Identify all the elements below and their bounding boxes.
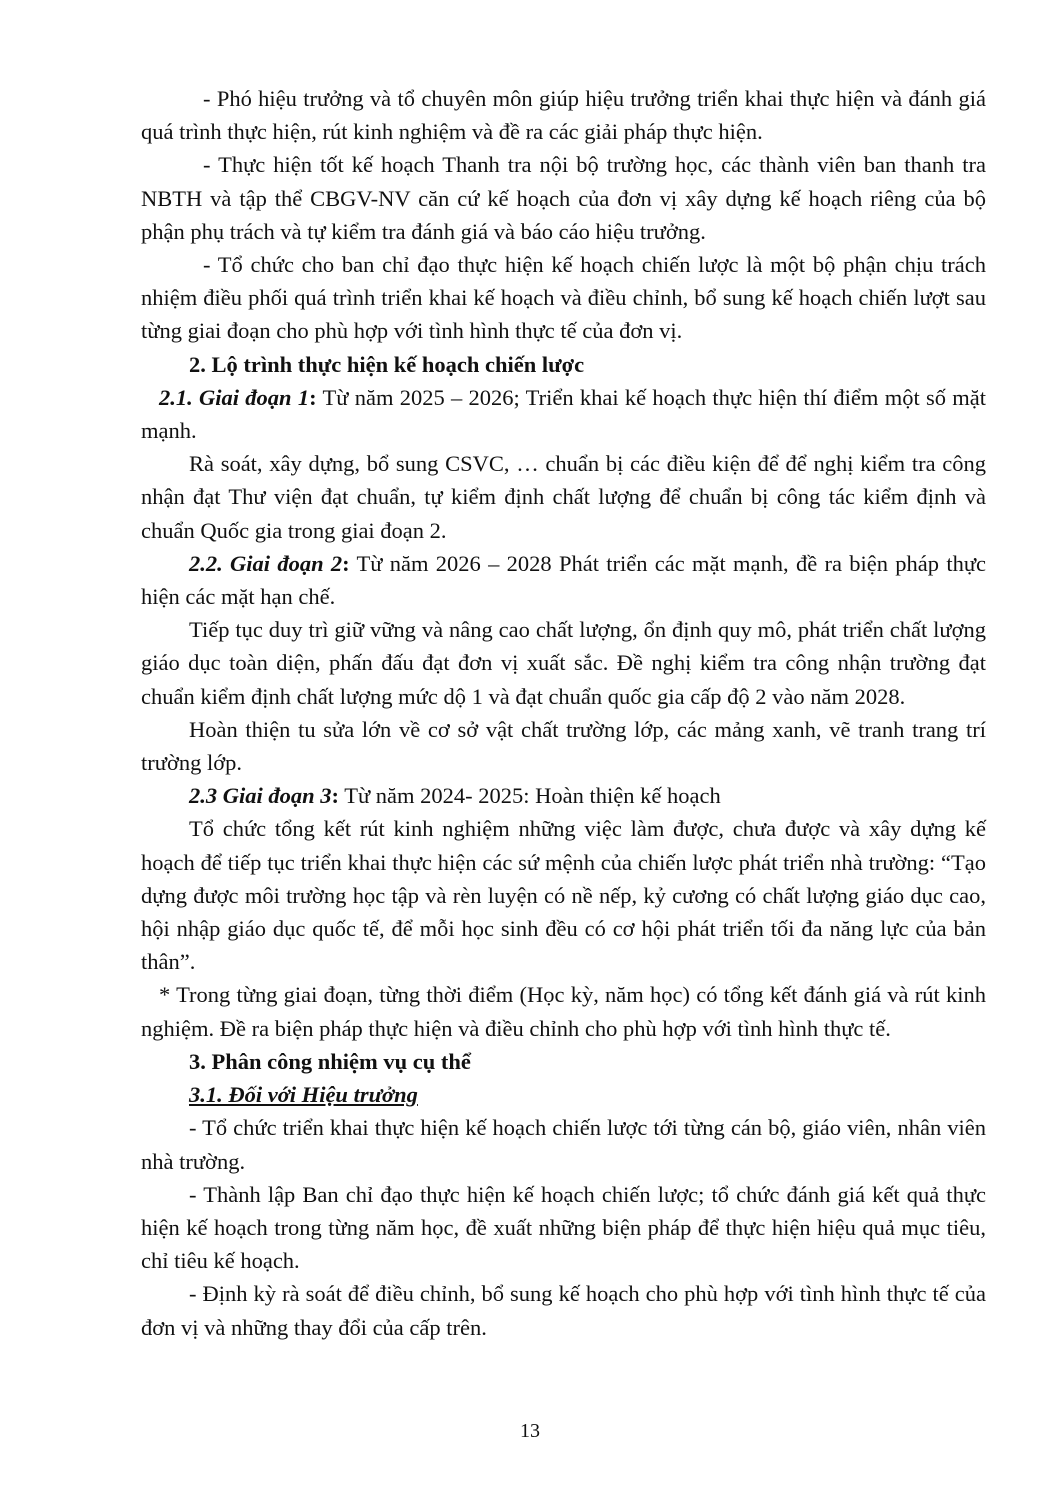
- paragraph-vice-principal-duty: - Phó hiệu trưởng và tổ chuyên môn giúp hiệu trưởng triển khai thực hiện và đánh giá quá trình thực hiện, rút kinh nghiệm và đề ra các giải pháp thực hiện.: [141, 86, 986, 145]
- stage-1-label: 2.1. Giai đoạn 1: [159, 384, 310, 410]
- heading-task-assignment: 3. Phân công nhiệm vụ cụ thể: [189, 1048, 471, 1074]
- stage-2-text: Từ năm 2026 – 2028 Phát triển các mặt mạnh, đề ra biện pháp thực hiện các mặt hạn chế.: [141, 550, 987, 610]
- stage-1-colon: :: [309, 384, 317, 410]
- paragraph-stage-2: [141, 547, 986, 613]
- paragraph-stage-3: [141, 779, 986, 812]
- heading-roadmap: 2. Lộ trình thực hiện kế hoạch chiến lược: [189, 351, 585, 377]
- paragraph-principal-deploy: - Tổ chức triển khai thực hiện kế hoạch chiến lược tới từng cán bộ, giáo viên, nhân viên nhà trường.: [141, 1115, 986, 1174]
- paragraph-stage-3-detail: Tổ chức tổng kết rút kinh nghiệm những việc làm được, chưa được và xây dựng kế hoạch để tiếp tục triển khai thực hiện các sứ mệnh của chiến lược phát triển nhà trường: “Tạo dựng được môi trường học tập và rèn luyện có nề nếp, kỷ cương có chất lượng giáo dục cao, hội nhập giáo dục quốc tế, để mỗi học sinh đều có cơ hội phát triển tối đa năng lực của bản thân”.: [141, 816, 986, 975]
- heading-principal-duties: 3.1. Đối với Hiệu trưởng: [189, 1082, 418, 1108]
- paragraph-internal-inspection: - Thực hiện tốt kế hoạch Thanh tra nội bộ trường học, các thành viên ban thanh tra NBTH và tập thể CBGV-NV căn cứ kế hoạch của đơn vị xây dựng kế hoạch riêng của bộ phận phụ trách và tự kiểm tra đánh giá và báo cáo hiệu trưởng.: [141, 152, 986, 244]
- paragraph-stage-1: [141, 381, 986, 447]
- paragraph-stage-2-detail: Tiếp tục duy trì giữ vững và nâng cao chất lượng, ổn định quy mô, phát triển chất lượng giáo dục toàn diện, phấn đấu đạt đơn vị xuất sắc. Đề nghị kiểm tra công nhận trường đạt chuẩn kiểm định chất lượng mức dộ 1 và đạt chuẩn quốc gia cấp độ 2 vào năm 2028.: [141, 617, 986, 709]
- paragraph-stage-1-detail: Rà soát, xây dựng, bổ sung CSVC, … chuẩn bị các điều kiện để để nghị kiểm tra công nhận đạt Thư viện đạt chuẩn, tự kiểm định chất lượng để chuẩn bị công tác kiểm định và chuẩn Quốc gia trong giai đoạn 2.: [141, 451, 986, 543]
- stage-1-text: Từ năm 2025 – 2026; Triển khai kế hoạch thực hiện thí điểm một số mặt mạnh.: [141, 384, 987, 444]
- paragraph-steering-board: - Tổ chức cho ban chỉ đạo thực hiện kế hoạch chiến lược là một bộ phận chịu trách nhiệm điều phối quá trình triển khai kế hoạch và điều chỉnh, bổ sung kế hoạch chiến lượt sau từng giai đoạn cho phù hợp với tình hình thực tế của đơn vị.: [141, 252, 986, 344]
- stage-3-text: Từ năm 2024- 2025: Hoàn thiện kế hoạch: [339, 783, 721, 809]
- page-number: 13: [520, 1420, 540, 1442]
- stage-3-colon: :: [331, 783, 340, 809]
- paragraph-periodic-review: * Trong từng giai đoạn, từng thời điểm (Học kỳ, năm học) có tổng kết đánh giá và rút kinh nghiệm. Đề ra biện pháp thực hiện và điều chỉnh cho phù hợp với tình hình thực tế.: [141, 982, 986, 1041]
- stage-2-label: 2.2. Giai đoạn 2: [189, 550, 343, 576]
- paragraph-principal-review: - Định kỳ rà soát để điều chỉnh, bổ sung kế hoạch cho phù hợp với tình hình thực tế của đơn vị và những thay đổi của cấp trên.: [141, 1281, 986, 1340]
- paragraph-facility-upgrade: Hoàn thiện tu sửa lớn về cơ sở vật chất trường lớp, các mảng xanh, vẽ tranh trang trí trường lớp.: [141, 716, 986, 776]
- stage-3-label: 2.3 Giai đoạn 3: [189, 783, 332, 809]
- page-content: [141, 82, 986, 1344]
- paragraph-principal-board: - Thành lập Ban chỉ đạo thực hiện kế hoạch chiến lược; tổ chức đánh giá kết quả thực hiện kế hoạch trong từng năm học, đề xuất những biện pháp để thực hiện hiệu quả mục tiêu, chỉ tiêu kế hoạch.: [141, 1181, 986, 1274]
- stage-2-colon: :: [342, 550, 350, 576]
